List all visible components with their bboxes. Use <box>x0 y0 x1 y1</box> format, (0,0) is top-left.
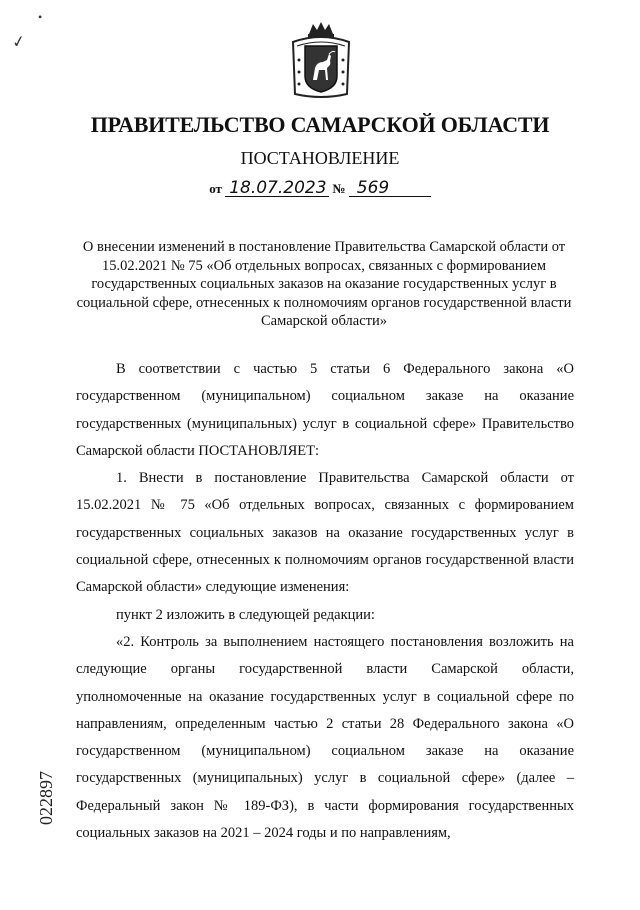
date-prefix: от <box>209 181 222 196</box>
date-number-line <box>0 180 640 197</box>
margin-check-mark: ✓ <box>10 32 27 53</box>
handwritten-date: 18.07.2023 <box>225 180 329 197</box>
handwritten-number: 569 <box>349 180 431 197</box>
margin-dot-mark: • <box>38 10 43 24</box>
document-subject: О внесении изменений в постановление Правительства Самарской области от 15.02.2021 № 75 «Об отдельных вопросах, связанных с формированием государственных социальных заказов на оказание государственных услуг в социальной сфере, отнесенных к полномочиям органов государственной власти Самарской области» <box>76 239 572 329</box>
document-body <box>76 356 574 847</box>
paragraph-amendment-text: «2. Контроль за выполнением настоящего постановления возложить на следующие органы государственной власти Самарской области, уполномоченные на оказание государственных услуг в социальной сфере по направлениям, определенным частью 2 статьи 28 Федерального закона «О государственном (муниципальном) социальном заказе на оказание государственных (муниципальных) услуг в социальной сфере» (далее – Федеральный закон № 189-ФЗ), в части формирования государственных социальных заказов на 2021 – 2024 годы и по направлениям, <box>76 633 574 842</box>
paragraph-preamble: В соответствии с частью 5 статьи 6 Федерального закона «О государственном (муниципальном) социальном заказе на оказание государственных (муниципальных) услуг в социальной сфере» Правительство Самарской области ПОСТАНОВЛЯЕТ: <box>76 361 574 459</box>
number-prefix: № <box>332 181 346 196</box>
serial-number: 022897 <box>36 771 56 825</box>
paragraph-item-1: 1. Внести в постановление Правительства Самарской области от 15.02.2021 № 75 «Об отдельных вопросах, связанных с формированием государственных социальных заказов на оказание государственных услуг в социальной сфере, отнесенных к полномочиям органов государственной власти Самарской области» следующие изменения: <box>76 470 574 596</box>
document-type: ПОСТАНОВЛЕНИЕ <box>240 148 400 168</box>
paragraph-amendment-intro: пункт 2 изложить в следующей редакции: <box>116 606 375 623</box>
organization-title: ПРАВИТЕЛЬСТВО САМАРСКОЙ ОБЛАСТИ <box>90 112 550 137</box>
coat-of-arms-emblem <box>289 20 353 100</box>
